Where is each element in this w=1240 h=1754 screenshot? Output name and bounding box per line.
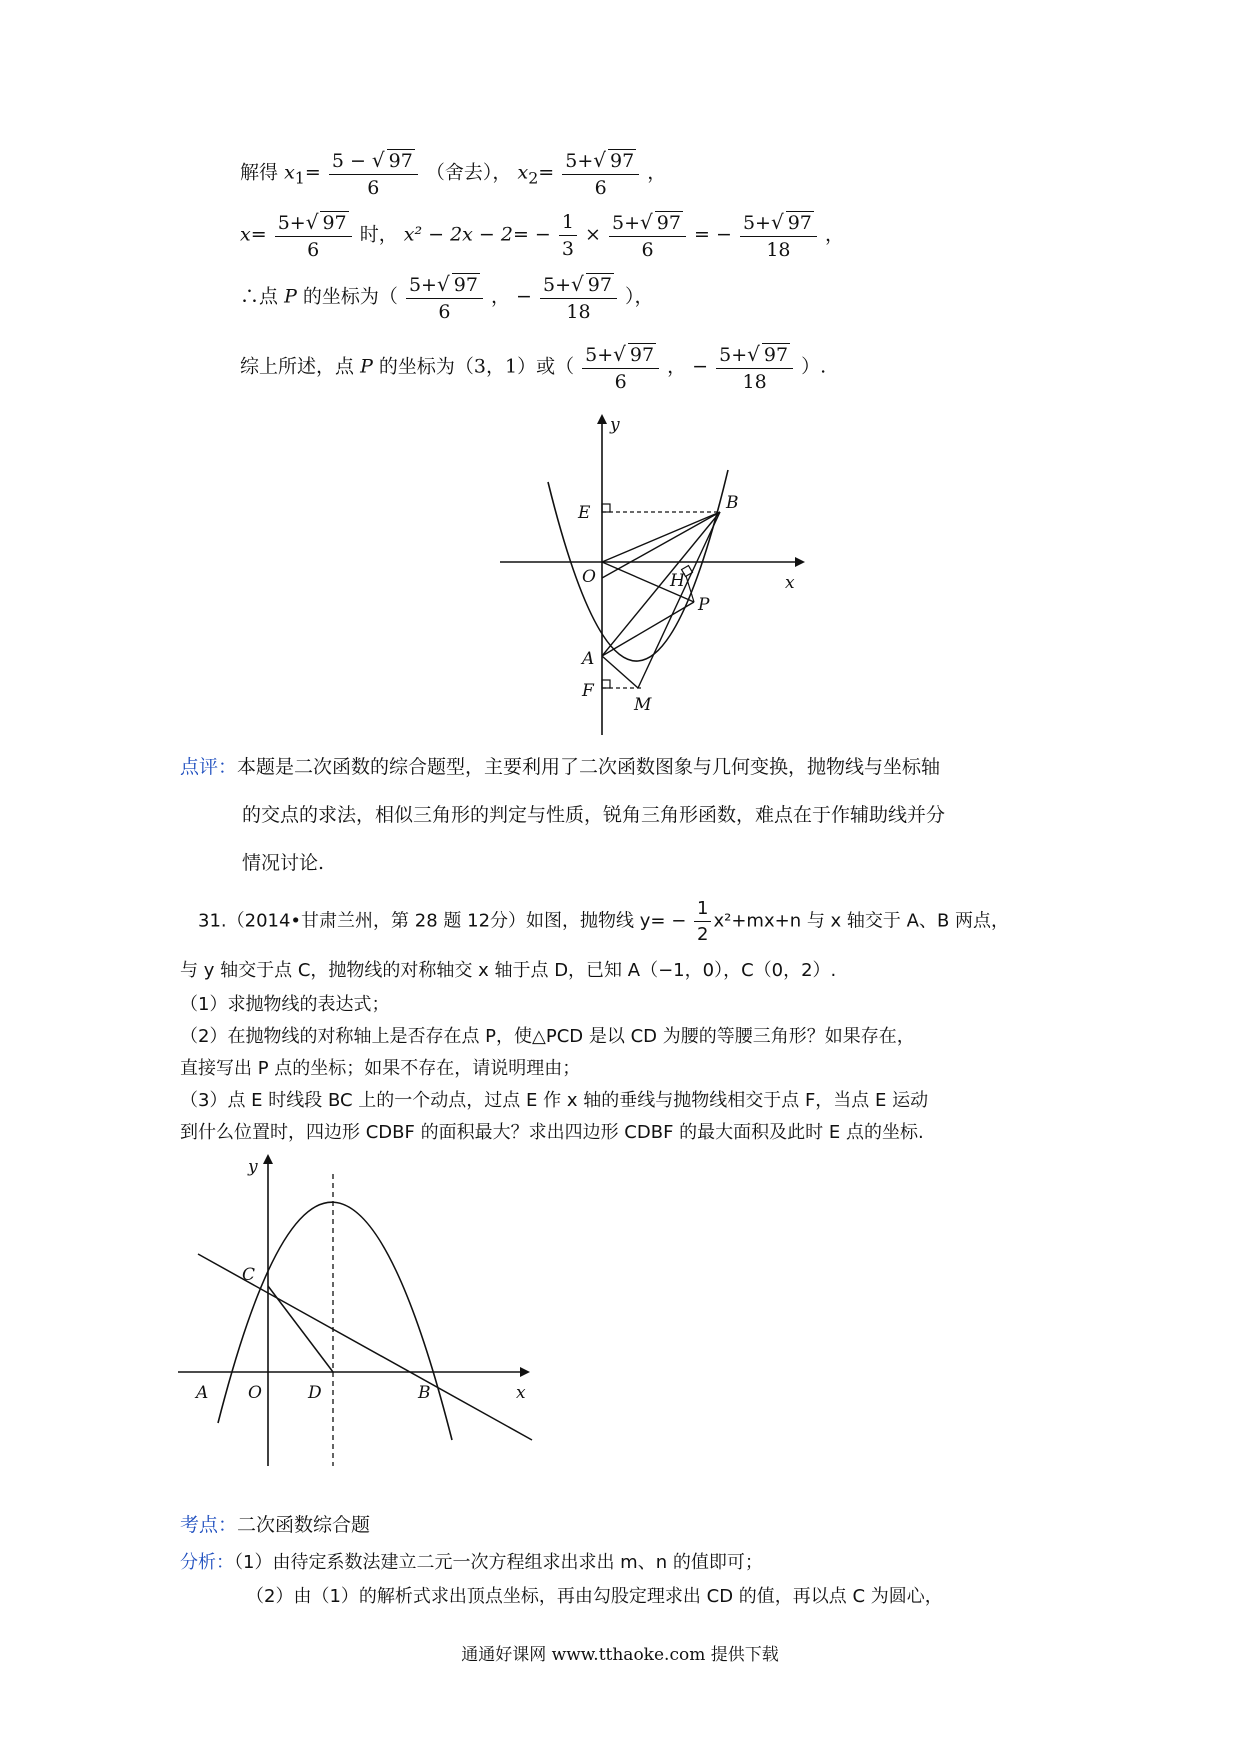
comma: ， <box>824 223 844 246</box>
comment-text-1: 本题是二次函数的综合题型，主要利用了二次函数图象与几何变换，抛物线与坐标轴 <box>237 756 941 778</box>
den-text: 18 <box>766 239 791 261</box>
radicand: 97 <box>787 212 812 234</box>
sqrt-symbol: √ <box>640 210 653 234</box>
line2-expr: x² − 2x − 2= − <box>403 223 551 246</box>
label-y: y <box>248 1157 258 1177</box>
segment-a-b-long <box>602 512 720 656</box>
problem31-text-2: 与 y 轴交于点 C，抛物线的对称轴交 x 轴于点 D，已知 A（−1，0），C（0，2）. <box>180 960 837 981</box>
problem31-line-2 <box>180 956 836 982</box>
y-axis-arrow <box>597 414 607 424</box>
radicand: 97 <box>322 212 347 234</box>
segment-ab <box>602 512 720 578</box>
fenxi-text-2: （2）由（1）的解析式求出顶点坐标，再由勾股定理求出 CD 的值，再以点 C 为圆心， <box>246 1586 943 1607</box>
solve-prefix: 解得 <box>240 161 279 184</box>
eq-sign: = <box>304 161 321 184</box>
fenxi-line-1 <box>180 1548 763 1574</box>
solution-line-3 <box>240 272 654 323</box>
x2-num: 5+ <box>565 150 594 172</box>
parabola-curve <box>218 1202 452 1440</box>
den-text: 3 <box>561 238 574 260</box>
radicand: 97 <box>453 274 478 296</box>
q1-text: （1）求抛物线的表达式； <box>180 994 390 1015</box>
solution-line-4 <box>240 342 826 393</box>
label-h: H <box>670 571 685 591</box>
label-x: x <box>785 573 795 593</box>
problem31-line-1 <box>198 898 1009 945</box>
sqrt-symbol: √ <box>593 148 606 172</box>
y-axis-arrow <box>263 1154 273 1164</box>
line4-end: ）. <box>801 355 827 378</box>
line3-comma: ， − <box>490 285 532 308</box>
label-b: B <box>726 493 739 513</box>
x1-radicand: 97 <box>388 150 413 172</box>
kaodian-text: 二次函数综合题 <box>237 1514 371 1536</box>
radicand: 97 <box>656 212 681 234</box>
num-text: 5+ <box>277 212 306 234</box>
comment-line-2 <box>242 800 945 827</box>
kaodian-label: 考点： <box>180 1514 238 1536</box>
label-e: E <box>578 503 591 523</box>
x1-den: 6 <box>367 177 380 199</box>
problem31-number: 31.（2014•甘肃兰州，第 28 题 12分）如图，抛物线 y= − <box>198 910 687 932</box>
num-text: 5+ <box>408 274 437 296</box>
num-text: 5+ <box>542 274 571 296</box>
den-text: 2 <box>697 924 709 945</box>
eq-minus: = − <box>694 223 732 246</box>
x2-den: 6 <box>594 177 607 199</box>
line3-fraction-a <box>406 272 483 323</box>
line4-fraction-a <box>582 342 659 393</box>
radicand: 97 <box>587 274 612 296</box>
comment-line-3 <box>242 848 324 875</box>
page-footer <box>0 1640 1240 1665</box>
line4-fraction-b <box>716 342 793 393</box>
label-p: P <box>698 595 710 615</box>
solution-line-2 <box>240 210 844 261</box>
question-2b <box>180 1054 580 1080</box>
sqrt-symbol: √ <box>770 210 784 234</box>
x2-label: x <box>517 161 529 184</box>
half-fraction <box>694 898 711 945</box>
label-c: C <box>242 1265 256 1285</box>
x-axis-arrow <box>520 1367 530 1377</box>
num-text: 1 <box>559 211 577 236</box>
x1-num: 5 − <box>331 150 372 172</box>
radicand: 97 <box>629 344 655 366</box>
fenxi-line-2 <box>246 1582 943 1608</box>
label-o: O <box>248 1383 262 1403</box>
right-angle-f <box>602 680 610 688</box>
x2-fraction <box>562 148 639 199</box>
label-o: O <box>582 567 596 587</box>
figure-2-parabola-diagram <box>170 1148 550 1478</box>
q2b-text: 直接写出 P 点的坐标；如果不存在，请说明理由； <box>180 1058 581 1079</box>
radicand: 97 <box>763 344 789 366</box>
question-3b <box>180 1118 924 1144</box>
line3-mid: 的坐标为（ <box>302 285 398 308</box>
den-text: 6 <box>641 239 654 261</box>
label-a: A <box>582 649 595 669</box>
den-text: 6 <box>438 301 451 323</box>
x1-label: x <box>284 161 295 184</box>
num-text: 5+ <box>585 344 614 366</box>
question-2a <box>180 1022 915 1048</box>
line2-fraction-c <box>740 210 817 261</box>
line3-prefix: ∴点 <box>240 285 279 308</box>
segment-o-b <box>602 512 720 562</box>
comment-line-1 <box>180 752 940 779</box>
q3b-text: 到什么位置时，四边形 CDBF 的面积最大？求出四边形 CDBF 的最大面积及此时 E 点的坐标. <box>180 1122 924 1143</box>
segment-a-p <box>602 602 694 656</box>
comma: ， <box>647 161 667 184</box>
parabola-curve <box>548 470 728 661</box>
den-text: 18 <box>742 371 767 393</box>
fenxi-text-1: （1）由待定系数法建立二元一次方程组求出求出 m、n 的值即可； <box>234 1552 763 1573</box>
den-text: 6 <box>307 239 320 261</box>
discard-note: （舍去）， <box>425 161 512 184</box>
line2-fraction-b <box>609 210 686 261</box>
x2-sub: 2 <box>528 168 539 188</box>
line4-comma: ， − <box>667 355 709 378</box>
times-sign: × <box>585 223 601 246</box>
label-a: A <box>196 1383 209 1403</box>
figure-1-parabola-diagram <box>490 410 810 740</box>
line3-end: ）， <box>624 285 654 308</box>
segment-cd <box>268 1286 333 1372</box>
num-text: 5+ <box>719 344 748 366</box>
sqrt-symbol: √ <box>571 272 584 296</box>
x-axis-arrow <box>795 557 805 567</box>
x1-sub: 1 <box>294 168 305 188</box>
solution-line-1 <box>240 148 666 199</box>
line2-fraction-a <box>275 210 352 261</box>
line2-when: 时， <box>359 223 398 246</box>
sqrt-symbol: √ <box>371 148 385 172</box>
line2-x: x= <box>240 223 267 246</box>
one-third <box>559 211 577 260</box>
label-m: M <box>634 695 652 715</box>
line4-prefix: 综上所述，点 <box>240 355 355 378</box>
num-text: 5+ <box>742 212 771 234</box>
q2a-text: （2）在抛物线的对称轴上是否存在点 P，使△PCD 是以 CD 为腰的等腰三角形？如果存在， <box>180 1026 915 1047</box>
fenxi-label: 分析： <box>180 1552 234 1573</box>
label-y: y <box>610 415 620 435</box>
label-d: D <box>308 1383 322 1403</box>
label-x: x <box>516 1383 526 1403</box>
sqrt-symbol: √ <box>305 210 319 234</box>
comment-label: 点评： <box>180 756 238 778</box>
question-1 <box>180 990 389 1016</box>
problem31-after-frac: x²+mx+n 与 x 轴交于 A、B 两点， <box>713 910 1010 932</box>
den-text: 6 <box>614 371 627 393</box>
question-3a <box>180 1086 928 1112</box>
num-text: 5+ <box>612 212 641 234</box>
sqrt-symbol: √ <box>613 342 626 366</box>
line4-p: P <box>360 355 373 378</box>
eq-sign: = <box>538 161 555 184</box>
line3-p: P <box>284 285 297 308</box>
comment-text-3: 情况讨论. <box>242 852 325 874</box>
footer-text: 通通好课网 www.tthaoke.com 提供下载 <box>461 1645 779 1665</box>
line4-mid: 的坐标为（3，1）或（ <box>378 355 575 378</box>
x1-fraction <box>329 148 418 199</box>
sqrt-symbol: √ <box>436 272 450 296</box>
den-text: 18 <box>566 301 591 323</box>
right-angle-e <box>602 504 610 512</box>
sqrt-symbol: √ <box>747 342 760 366</box>
x2-radicand: 97 <box>610 150 635 172</box>
q3a-text: （3）点 E 时线段 BC 上的一个动点，过点 E 作 x 轴的垂线与抛物线相交于点 F，当点 E 运动 <box>180 1090 929 1111</box>
comment-text-2: 的交点的求法，相似三角形的判定与性质，锐角三角形函数，难点在于作辅助线并分 <box>242 804 946 826</box>
kaodian-line <box>180 1510 370 1537</box>
label-b: B <box>418 1383 431 1403</box>
num-text: 1 <box>694 898 711 922</box>
line3-fraction-b <box>540 272 617 323</box>
label-f: F <box>582 681 594 701</box>
